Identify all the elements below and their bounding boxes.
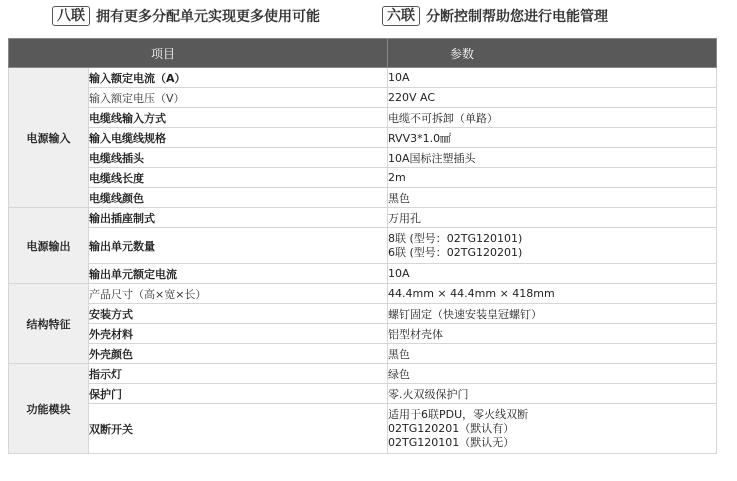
table-row <box>9 88 717 108</box>
row-param: 绿色 <box>388 364 717 384</box>
table-row <box>9 284 717 304</box>
table-row <box>9 404 717 454</box>
row-item: 指示灯 <box>89 364 388 384</box>
header-item: 项目 <box>9 39 388 68</box>
table-row <box>9 228 717 264</box>
six-way-badge: 六联 <box>382 6 420 26</box>
six-way-text: 分断控制帮助您进行电能管理 <box>426 9 608 25</box>
table-row <box>9 384 717 404</box>
table-row <box>9 128 717 148</box>
row-param <box>388 404 717 454</box>
row-item: 安装方式 <box>89 304 388 324</box>
group-function: 功能模块 <box>9 364 89 454</box>
header-param: 参数 <box>388 39 717 68</box>
eight-way-badge: 八联 <box>52 6 90 26</box>
row-item: 电缆线插头 <box>89 148 388 168</box>
row-item: 电缆线输入方式 <box>89 108 388 128</box>
row-item: 外壳颜色 <box>89 344 388 364</box>
group-power-input: 电源输入 <box>9 68 89 208</box>
row-param: 万用孔 <box>388 208 717 228</box>
row-item: 输出插座制式 <box>89 208 388 228</box>
row-item: 电缆线长度 <box>89 168 388 188</box>
group-structure: 结构特征 <box>9 284 89 364</box>
row-param: 铝型材壳体 <box>388 324 717 344</box>
table-row <box>9 188 717 208</box>
row-item: 电缆线颜色 <box>89 188 388 208</box>
param-line: 02TG120101（默认无） <box>388 435 515 449</box>
row-param: 螺钉固定（快速安装皇冠螺钉） <box>388 304 717 324</box>
table-row <box>9 324 717 344</box>
table-row <box>9 364 717 384</box>
row-param: 零.火双级保护门 <box>388 384 717 404</box>
table-row <box>9 108 717 128</box>
table-row <box>9 148 717 168</box>
param-line: 8联 (型号：02TG120101) <box>388 231 523 245</box>
row-param: 黑色 <box>388 188 717 208</box>
row-param: 10A <box>388 68 717 88</box>
row-item: 输出单元额定电流 <box>89 264 388 284</box>
row-param: 电缆不可拆卸（单路） <box>388 108 717 128</box>
table-row <box>9 168 717 188</box>
row-param <box>388 228 717 264</box>
row-item: 产品尺寸（高×宽×长） <box>89 284 388 304</box>
headline-six-way <box>382 6 608 26</box>
table-row <box>9 208 717 228</box>
table-row <box>9 68 717 88</box>
row-item: 输入额定电流（A） <box>89 68 388 88</box>
eight-way-text: 拥有更多分配单元实现更多使用可能 <box>96 9 320 25</box>
row-item: 保护门 <box>89 384 388 404</box>
table-row <box>9 304 717 324</box>
param-line: 02TG120201（默认有） <box>388 421 515 435</box>
row-param: 黑色 <box>388 344 717 364</box>
spec-table <box>8 38 717 454</box>
headline-eight-way <box>52 6 320 26</box>
row-item: 外壳材料 <box>89 324 388 344</box>
table-header <box>9 39 717 68</box>
table-row <box>9 264 717 284</box>
row-param: 2m <box>388 168 717 188</box>
row-param: 10A国标注塑插头 <box>388 148 717 168</box>
param-line: 6联 (型号：02TG120201) <box>388 245 523 259</box>
row-param: 10A <box>388 264 717 284</box>
group-power-output: 电源输出 <box>9 208 89 284</box>
row-param: RVV3*1.0㎟ <box>388 128 717 148</box>
row-item: 输入额定电压（V） <box>89 88 388 108</box>
row-item: 输入电缆线规格 <box>89 128 388 148</box>
row-param: 220V AC <box>388 88 717 108</box>
param-line: 适用于6联PDU，零火线双断 <box>388 407 529 421</box>
headline <box>0 6 737 30</box>
row-item: 双断开关 <box>89 404 388 454</box>
row-param: 44.4mm × 44.4mm × 418mm <box>388 284 717 304</box>
row-item: 输出单元数量 <box>89 228 388 264</box>
table-row <box>9 344 717 364</box>
